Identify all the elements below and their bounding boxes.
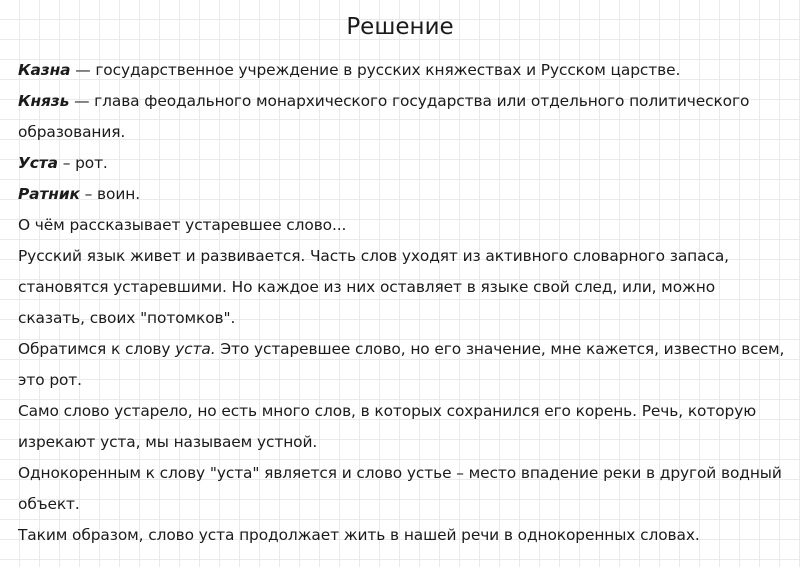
term-kazna: Казна [18, 61, 71, 79]
paragraph-2-line-1 [18, 334, 793, 365]
paragraph-1-line-1: Русский язык живет и развивается. Часть слов уходят из активного словарного запаса, [18, 247, 729, 265]
definition-usta-text: – рот. [57, 154, 108, 172]
definition-kazna [18, 55, 793, 86]
essay-heading: О чём рассказывает устаревшее слово... [18, 216, 347, 234]
page-title: Решение [346, 14, 454, 40]
definition-ratnik [18, 179, 793, 210]
paragraph-3-line-1: Само слово устарело, но есть много слов, в которых сохранился его корень. Речь, которую [18, 402, 757, 420]
term-knyaz: Князь [18, 92, 70, 110]
solution-text [18, 55, 793, 551]
definition-kazna-text: — государственное учреждение в русских княжествах и Русском царстве. [70, 61, 681, 79]
paragraph-2-text-a: Обратимся к слову [18, 340, 176, 358]
paragraph-2-italic-word: уста. [175, 340, 216, 358]
definition-knyaz [18, 86, 793, 117]
paragraph-4-line-1: Однокоренным к слову "уста" является и слово устье – место впадение реки в другой водный [18, 464, 782, 482]
paragraph-4-line-2: объект. [18, 495, 80, 513]
definition-usta [18, 148, 793, 179]
term-usta: Уста [18, 154, 58, 172]
term-ratnik: Ратник [18, 185, 80, 203]
paragraph-1-line-3: сказать, своих "потомков". [18, 309, 236, 327]
definition-ratnik-text: – воин. [79, 185, 140, 203]
paragraph-1-line-2: становятся устаревшими. Но каждое из них оставляет в языке свой след, или, можно [18, 278, 716, 296]
paragraph-5-line-1: Таким образом, слово уста продолжает жить в нашей речи в однокоренных словах. [18, 526, 700, 544]
paragraph-2-line-2: это рот. [18, 371, 82, 389]
paragraph-2-text-b: Это устаревшее слово, но его значение, мне кажется, известно всем, [215, 340, 785, 358]
definition-knyaz-continued: образования. [18, 123, 126, 141]
definition-knyaz-text: — глава феодального монархического государства или отдельного политического [69, 92, 750, 110]
paragraph-3-line-2: изрекают уста, мы называем устной. [18, 433, 318, 451]
